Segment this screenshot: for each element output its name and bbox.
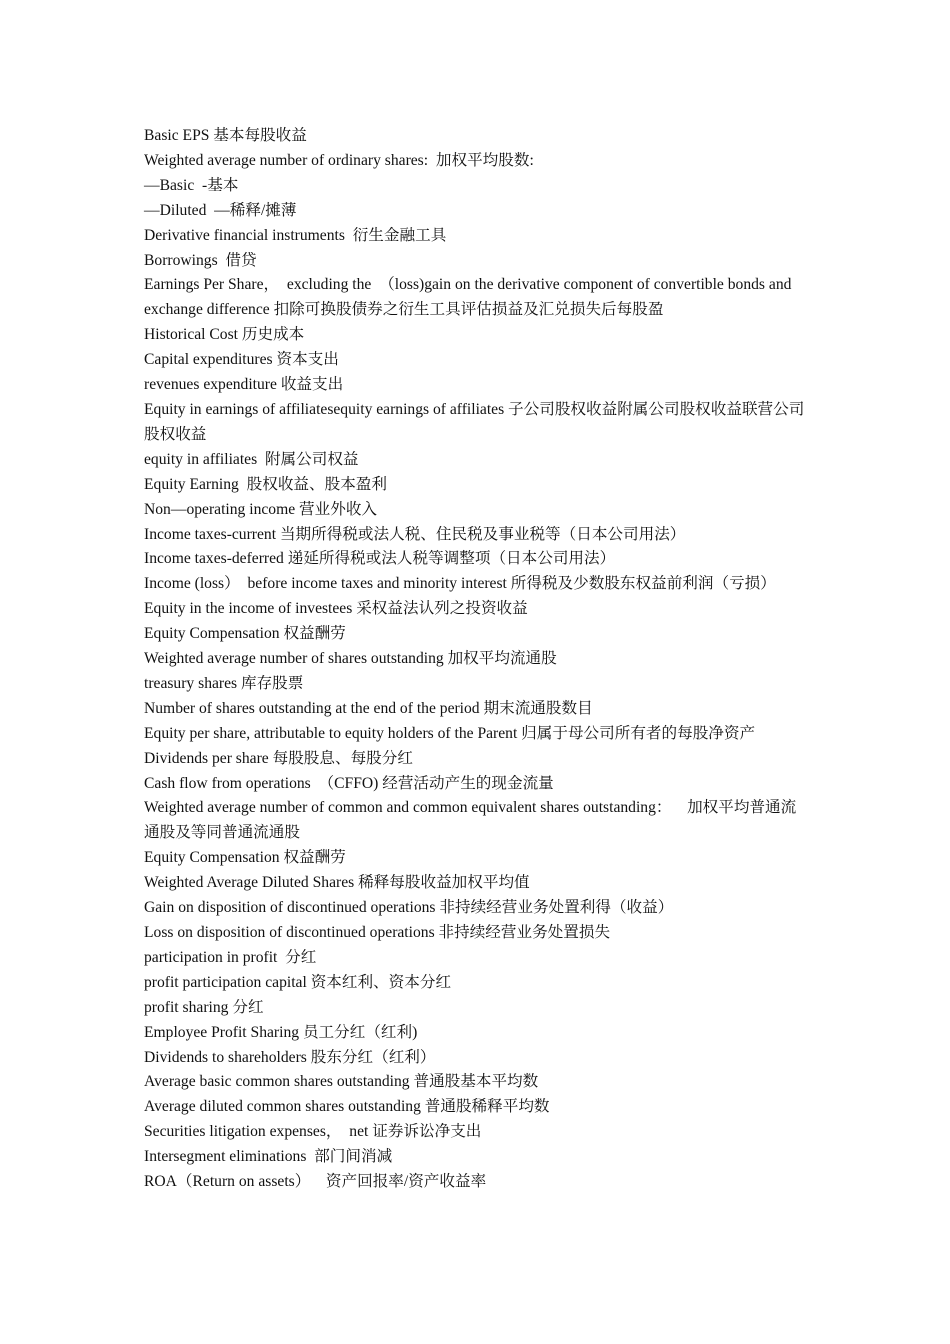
term-line: Weighted average number of common and common equivalent shares outstanding： 加权平均普通流通股及等同普通流通股 (144, 799, 797, 842)
term-line: Gain on disposition of discontinued operations 非持续经营业务处置利得（收益） (144, 899, 674, 917)
term-line: Dividends per share 每股股息、每股分红 (144, 749, 413, 767)
term-line: Income (loss） before income taxes and minority interest 所得税及少数股东权益前利润（亏损） (144, 575, 776, 593)
term-line: Equity per share, attributable to equity holders of the Parent 归属于母公司所有者的每股净资产 (144, 724, 756, 742)
term-line: Weighted Average Diluted Shares 稀释每股收益加权平均值 (144, 874, 530, 892)
term-line: ROA（Return on assets） 资产回报率/资产收益率 (144, 1173, 487, 1191)
term-line: Equity in earnings of affiliatesequity earnings of affiliates 子公司股权收益附属公司股权收益联营公司股权收益 (144, 400, 805, 443)
term-line: Income taxes-current 当期所得税或法人税、住民税及事业税等（日本公司用法） (144, 525, 686, 543)
document-body (144, 124, 808, 1195)
term-line: Earnings Per Share， excluding the （loss)gain on the derivative component of convertible bonds and exchange difference 扣除可换股债券之衍生工具评估损益及汇兑损失后每股盈 (144, 276, 796, 319)
term-line: treasury shares 库存股票 (144, 674, 304, 692)
term-line: equity in affiliates 附属公司权益 (144, 450, 359, 468)
term-line: Income taxes-deferred 递延所得税或法人税等调整项（日本公司用法） (144, 550, 616, 568)
term-line: Number of shares outstanding at the end of the period 期末流通股数目 (144, 699, 593, 717)
term-line: Basic EPS 基本每股收益 (144, 127, 307, 144)
term-line: —Basic -基本 (144, 176, 239, 194)
term-line: Average basic common shares outstanding 普通股基本平均数 (144, 1073, 539, 1091)
term-line: Weighted average number of ordinary shares: 加权平均股数: (144, 151, 534, 169)
term-line: Dividends to shareholders 股东分红（红利） (144, 1048, 436, 1066)
term-line: Borrowings 借贷 (144, 251, 257, 269)
term-line: Derivative financial instruments 衍生金融工具 (144, 226, 447, 244)
term-line: Capital expenditures 资本支出 (144, 351, 339, 369)
term-line: Non—operating income 营业外收入 (144, 500, 378, 518)
term-line: Employee Profit Sharing 员工分红（红利) (144, 1023, 418, 1041)
term-line: profit participation capital 资本红利、资本分红 (144, 973, 452, 991)
term-line: Loss on disposition of discontinued operations 非持续经营业务处置损失 (144, 924, 611, 941)
term-line: Equity Compensation 权益酬劳 (144, 849, 346, 867)
term-line: Equity Compensation 权益酬劳 (144, 625, 346, 643)
term-line: Cash flow from operations （CFFO) 经营活动产生的现金流量 (144, 774, 554, 792)
term-line: Intersegment eliminations 部门间消减 (144, 1148, 393, 1166)
term-line: Securities litigation expenses， net 证券诉讼净支出 (144, 1123, 482, 1141)
term-line: Weighted average number of shares outstanding 加权平均流通股 (144, 650, 557, 668)
term-line: revenues expenditure 收益支出 (144, 376, 344, 394)
term-line: participation in profit 分红 (144, 948, 317, 966)
term-line: Historical Cost 历史成本 (144, 326, 305, 344)
term-line: Equity in the income of investees 采权益法认列之投资收益 (144, 600, 528, 618)
term-line: profit sharing 分红 (144, 998, 264, 1016)
term-line: —Diluted —稀释/摊薄 (144, 201, 297, 219)
term-line: Average diluted common shares outstanding 普通股稀释平均数 (144, 1098, 550, 1116)
term-line: Equity Earning 股权收益、股本盈利 (144, 475, 387, 493)
